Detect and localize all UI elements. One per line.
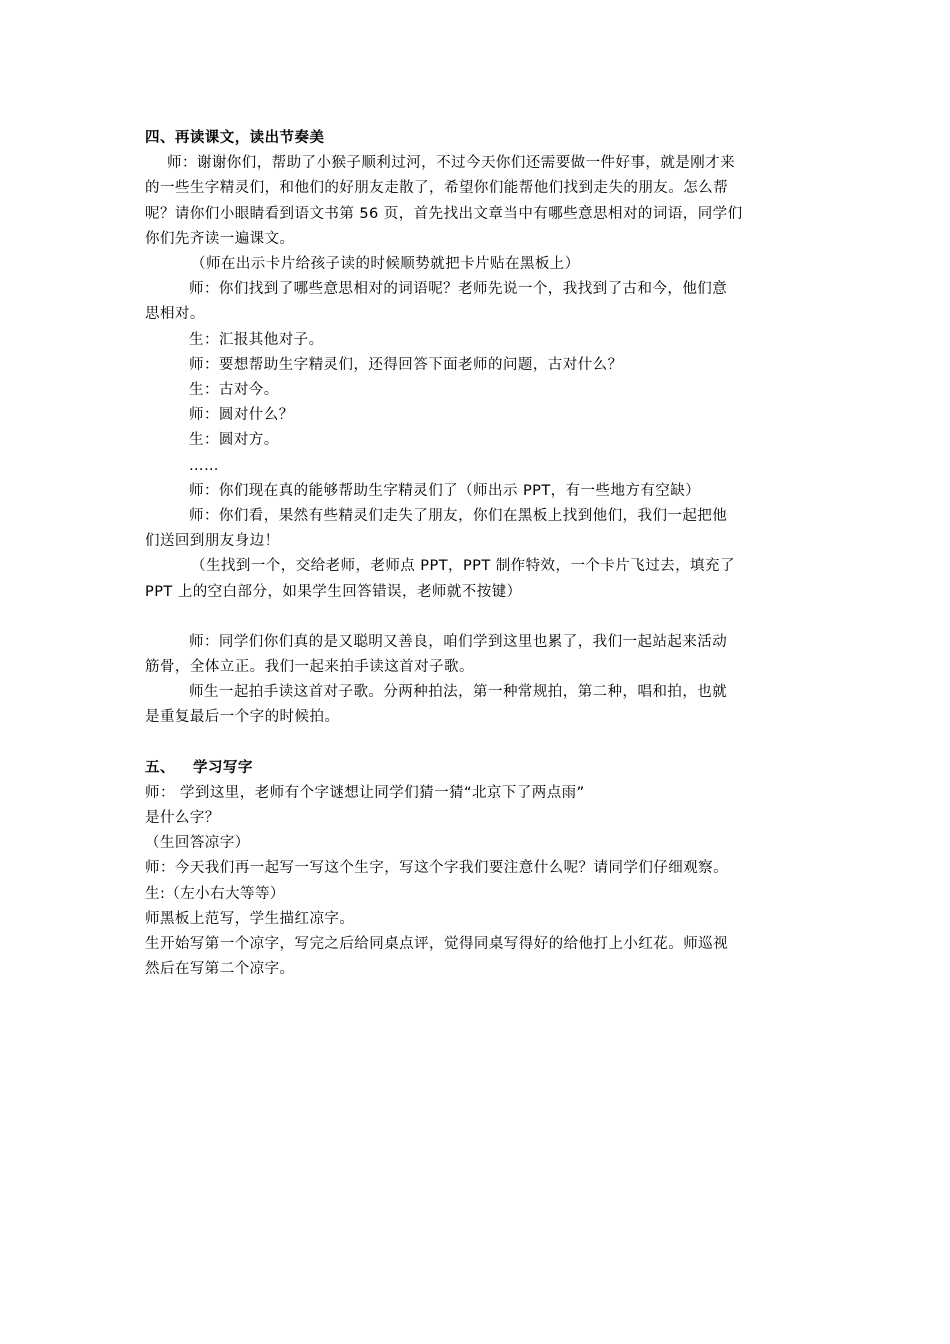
paragraph-line: 师生一起拍手读这首对子歌。分两种拍法，第一种常规拍，第二种，唱和拍，也就 [189,684,728,701]
paragraph-line: 师：你们现在真的能够帮助生字精灵们了（师出示 PPT，有一些地方有空缺） [189,482,701,499]
paragraph-line: 师：同学们你们真的是又聪明又善良，咱们学到这里也累了，我们一起站起来活动 [189,633,728,650]
paragraph-line: 呢？请你们小眼睛看到语文书第 56 页，首先找出文章当中有哪些意思相对的词语，同学们 [145,205,743,222]
paragraph-line: （生回答凉字） [145,835,250,852]
paragraph-line: 是重复最后一个字的时候拍。 [145,709,340,726]
paragraph-line: 筋骨，全体立正。我们一起来拍手读这首对子歌。 [145,659,474,676]
paragraph-line: …… [189,457,219,474]
section-5-heading [145,756,813,781]
paragraph-line: 们送回到朋友身边！ [145,533,280,550]
paragraph-line: 的一些生字精灵们，和他们的好朋友走散了，希望你们能帮他们找到走失的朋友。怎么帮 [145,180,729,197]
section-5-number: 五、 [145,759,175,776]
paragraph-line: 师：要想帮助生字精灵们，还得回答下面老师的问题，古对什么？ [189,356,623,373]
paragraph-line: 生：圆对方。 [189,432,279,449]
paragraph-line: 是什么字？ [145,810,220,827]
paragraph-line: （师在出示卡片给孩子读的时候顺势就把卡片贴在黑板上） [191,256,580,273]
paragraph-line: 生:（左小右大等等） [145,885,285,902]
paragraph-line: 思相对。 [145,306,205,323]
section-4-heading: 四、再读课文，读出节奏美 [145,130,325,146]
paragraph-line: 师：今天我们再一起写一写这个生字，写这个字我们要注意什么呢？请同学们仔细观察。 [145,860,729,877]
blank-line [145,605,813,630]
paragraph-line: （生找到一个，交给老师，老师点 PPT，PPT 制作特效，一个卡片飞过去，填充了 [191,558,735,575]
paragraph-line: 生：古对今。 [189,382,279,399]
paragraph-line: 然后在写第二个凉字。 [145,961,295,978]
section-5-title: 学习写字 [193,759,253,776]
paragraph-line: PPT 上的空白部分，如果学生回答错误，老师就不按键） [145,583,522,600]
paragraph-line: 生：汇报其他对子。 [189,331,324,348]
paragraph-line: 你们先齐读一遍课文。 [145,230,295,247]
paragraph-line: 师：谢谢你们，帮助了小猴子顺利过河，不过今天你们还需要做一件好事，就是刚才来 [167,155,736,172]
paragraph-line: 生开始写第一个凉字，写完之后给同桌点评，觉得同桌写得好的给他打上小红花。师巡视 [145,936,729,953]
paragraph-line: 师黑板上范写，学生描红凉字。 [145,910,355,927]
paragraph-line: 师：圆对什么？ [189,407,294,424]
document-body [145,126,813,983]
blank-line [145,731,813,756]
paragraph-line: 师：你们找到了哪些意思相对的词语呢？老师先说一个，我找到了古和今，他们意 [189,281,728,298]
paragraph-line: 师： 学到这里，老师有个字谜想让同学们猜一猜“北京下了两点雨” [145,784,585,801]
paragraph-line: 师：你们看，果然有些精灵们走失了朋友，你们在黑板上找到他们，我们一起把他 [189,508,728,525]
